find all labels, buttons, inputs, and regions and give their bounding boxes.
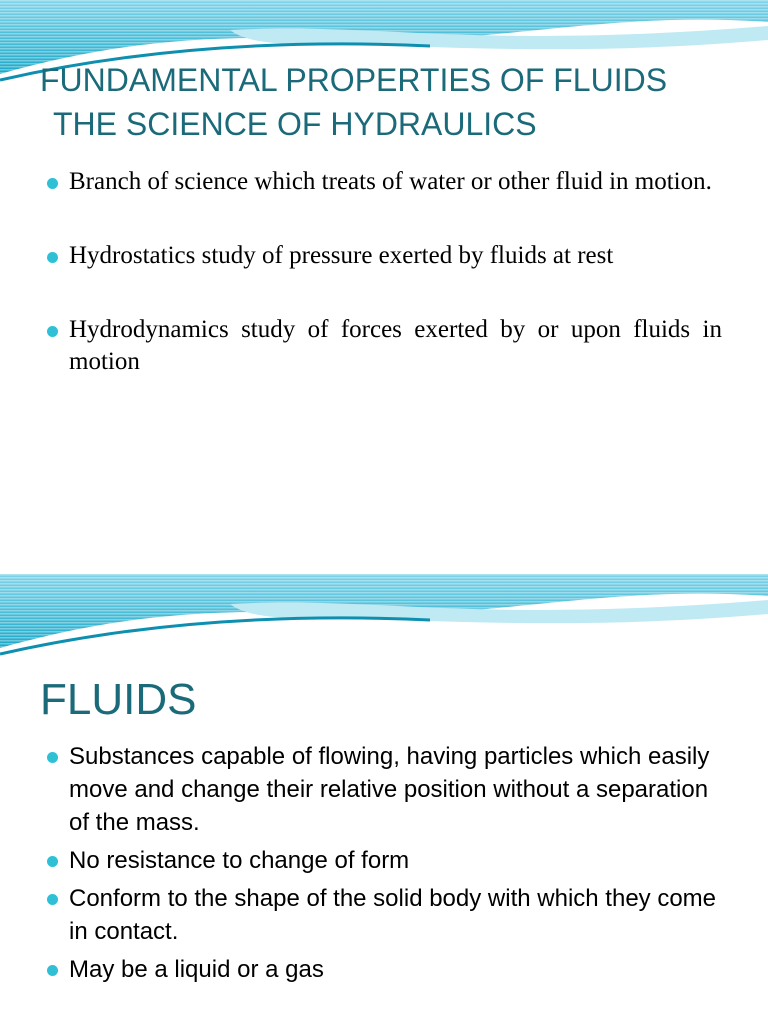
title-line-1: FUNDAMENTAL PROPERTIES OF FLUIDS — [40, 62, 668, 98]
bullet-text: Hydrodynamics study of forces exerted by or upon fluids in motion — [69, 316, 722, 375]
slide-title — [40, 58, 748, 146]
list-item — [47, 882, 728, 948]
header-wave — [0, 574, 768, 664]
title-line-2: THE SCIENCE OF HYDRAULICS — [53, 106, 537, 142]
bullet-text: No resistance to change of form — [69, 847, 410, 874]
bullet-text: May be a liquid or a gas — [69, 956, 324, 983]
slide-2 — [0, 512, 768, 1024]
bullet-icon — [47, 752, 58, 763]
bullet-text: Substances capable of flowing, having particles which easily move and change their relative position without a separation of the mass. — [69, 743, 710, 836]
bullet-icon — [47, 965, 58, 976]
bullet-text: Hydrostatics study of pressure exerted by fluids at rest — [69, 242, 614, 269]
bullet-text: Branch of science which treats of water or other fluid in motion. — [69, 168, 712, 195]
bullet-icon — [47, 894, 58, 905]
bullet-icon — [47, 326, 58, 337]
slide-title: FLUIDS — [40, 675, 197, 724]
bullet-list — [47, 166, 722, 420]
bullet-text: Conform to the shape of the solid body with which they come in contact. — [69, 885, 717, 945]
list-item — [47, 953, 728, 986]
bullet-icon — [47, 252, 58, 263]
bullet-icon — [47, 856, 58, 867]
list-item — [47, 740, 728, 839]
list-item — [47, 240, 722, 272]
list-item — [47, 166, 722, 198]
bullet-icon — [47, 178, 58, 189]
bullet-list — [47, 740, 728, 991]
list-item — [47, 314, 722, 378]
list-item — [47, 844, 728, 877]
